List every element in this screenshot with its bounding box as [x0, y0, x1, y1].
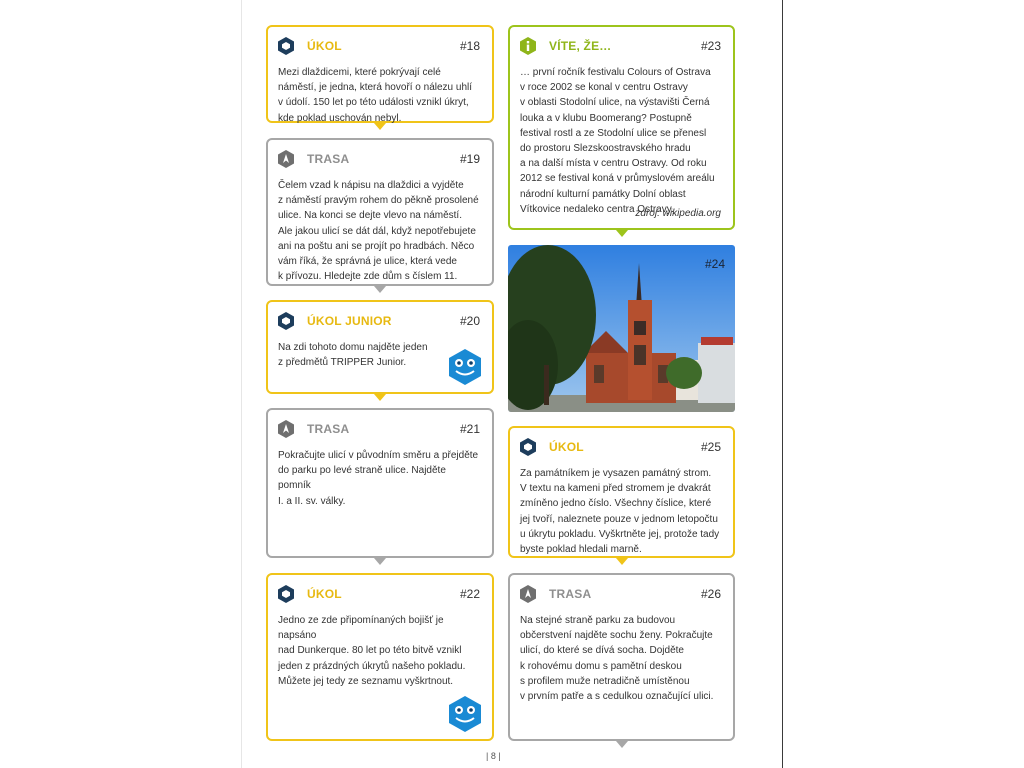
card-text: Jedno ze zde připomínaných bojišť je napsáno nad Dunkerque. 80 let po této bitvě vznikl jeden z prázdných úkrytů našeho pokladu. Můžete jej tedy ze seznamu vyškrtnout.: [278, 615, 466, 687]
card-text: Za památníkem je vysazen památný strom. V textu na kameni před stromem je dvakrát zmíněno jedno číslo. Všechny číslice, které jej tvoří, naleznete pouze v jednom letopočtu u úkrytu pokladu. Vyškrtněte jej, protože tady byste poklad hledali marně.: [520, 468, 720, 556]
task-card-18: [266, 25, 494, 123]
down-arrow-icon: [374, 123, 386, 130]
info-hexagon-icon: [519, 36, 537, 56]
page-number: | 8 |: [486, 751, 501, 761]
card-number: #23: [700, 39, 721, 53]
hexagon-task-icon: [277, 36, 295, 56]
junior-task-card-20: [266, 300, 494, 394]
down-arrow-icon: [374, 558, 386, 565]
card-number: #26: [700, 587, 721, 601]
card-number: #22: [459, 587, 480, 601]
source-note: zdroj: wikipedia.org: [635, 208, 721, 219]
compass-route-icon: [277, 419, 295, 439]
card-title: TRASA: [549, 587, 592, 601]
down-arrow-icon: [616, 230, 628, 237]
hexagon-task-icon: [277, 311, 295, 331]
photo-number: #24: [704, 257, 725, 271]
route-card-26: [508, 573, 735, 741]
card-title: ÚKOL JUNIOR: [307, 314, 392, 328]
card-number: #25: [700, 440, 721, 454]
hexagon-task-icon: [277, 584, 295, 604]
tripper-junior-frog-icon: [446, 695, 484, 733]
down-arrow-icon: [616, 741, 628, 748]
card-text: Na zdi tohoto domu najděte jeden z předmětů TRIPPER Junior.: [278, 342, 428, 369]
card-title: ÚKOL: [307, 587, 342, 601]
route-card-21: [266, 408, 494, 558]
card-text: Pokračujte ulicí v původním směru a přejděte do parku po levé straně ulice. Najděte pomník I. a II. sv. války.: [278, 450, 479, 507]
card-text: Na stejné straně parku za budovou občerstvení najděte sochu ženy. Pokračujte ulicí, do které se dívá socha. Dojděte k rohovému domu s pamětní deskou s profilem muže netradičně umístěnou v prvním patře a s cedulkou označující ulici.: [520, 615, 714, 703]
compass-route-icon: [277, 149, 295, 169]
route-card-19: [266, 138, 494, 286]
card-title: TRASA: [307, 152, 350, 166]
compass-route-icon: [519, 584, 537, 604]
did-you-know-card-23: [508, 25, 735, 230]
card-number: #20: [459, 314, 480, 328]
church-tower-illustration: [508, 245, 735, 412]
page-edge-right: [782, 0, 783, 768]
card-text: Mezi dlaždicemi, které pokrývají celé náměstí, je jedna, která hovoří o nálezu uhlí v údolí. 150 let po této události vznikl úkryt, kde poklad uschován nebyl.: [278, 67, 473, 124]
card-text: … první ročník festivalu Colours of Ostrava v roce 2002 se konal v centru Ostravy v oblasti Stodolní ulice, na výstavišti Černá louka a v klubu Boomerang? Postupně festival rostl a ze Stodolní ulice se přenesl do prostoru Slezskoostravského hradu a na další místa v centru Ostravy. Od roku 2012 se festival koná v průmyslovém areálu národní kulturní památky Dolní oblast Vítkovice nedaleko centra Ostravy.: [520, 67, 715, 215]
task-card-25: [508, 426, 735, 558]
page-edge-left: [241, 0, 242, 768]
hexagon-task-icon: [519, 437, 537, 457]
task-card-22: [266, 573, 494, 741]
church-photo: [508, 245, 735, 412]
card-text: Čelem vzad k nápisu na dlaždici a vyjděte z náměstí pravým rohem do pěkně prosolené ulice. Na konci se dejte vlevo na náměstí. Ale jakou ulicí se dát dál, když nepotřebujete ani na poštu ani se projít po hradbách. Něco vám říká, že správná je ulice, která vede k přívozu. Hledejte zde dům s číslem 11.: [278, 180, 479, 283]
card-title: ÚKOL: [549, 440, 584, 454]
card-number: #19: [459, 152, 480, 166]
tripper-junior-frog-icon: [446, 348, 484, 386]
down-arrow-icon: [616, 558, 628, 565]
card-title: ÚKOL: [307, 39, 342, 53]
card-title: TRASA: [307, 422, 350, 436]
card-number: #21: [459, 422, 480, 436]
down-arrow-icon: [374, 286, 386, 293]
card-number: #18: [459, 39, 480, 53]
down-arrow-icon: [374, 394, 386, 401]
card-title: VÍTE, ŽE…: [549, 39, 612, 53]
